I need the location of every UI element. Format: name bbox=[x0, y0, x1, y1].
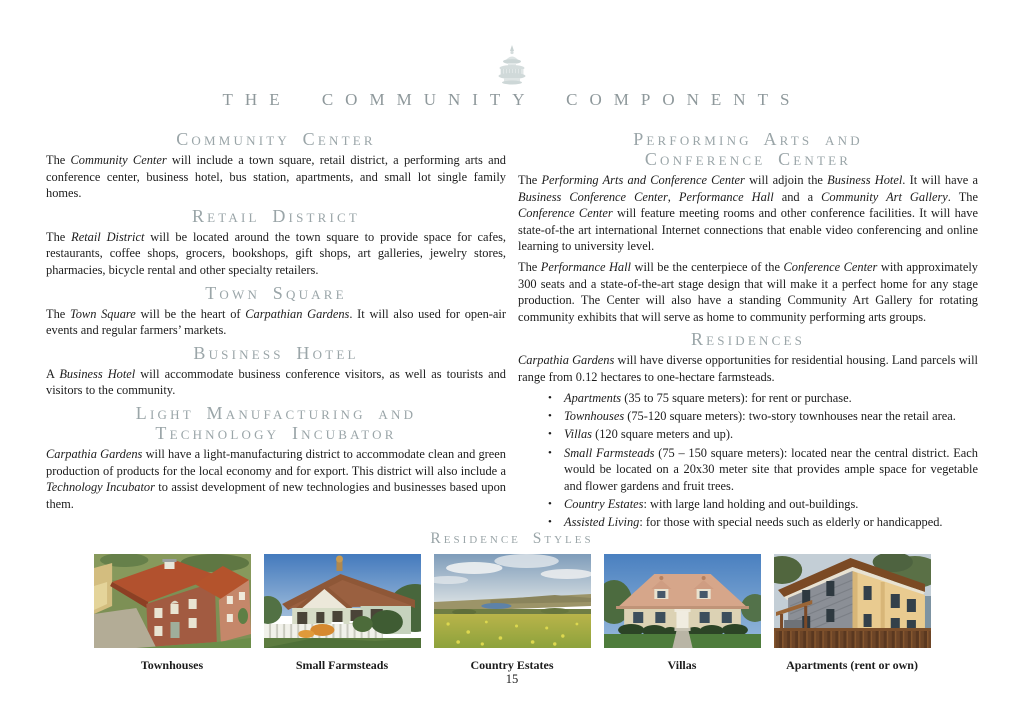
heading-line: Retail District bbox=[191, 205, 361, 226]
residence-options-list bbox=[544, 390, 978, 531]
section-retail-district bbox=[46, 206, 506, 279]
heading-performing-arts bbox=[518, 129, 978, 169]
residence-option-country-estates: • Country Estates: with large land holding and out-buildings. bbox=[544, 496, 978, 512]
content-columns bbox=[46, 126, 978, 533]
residence-option-apartments: • Apartments (35 to 75 square meters): for rent or purchase. bbox=[544, 390, 978, 406]
photo-caption: Townhouses bbox=[140, 658, 204, 672]
residence-option-small-farmsteads: • Small Farmsteads (75 – 150 square meters): located near the central district. Each would be located on a 20x30 meter site that provides ample space for vegetable and flower gardens and fruit trees. bbox=[544, 445, 978, 494]
section-residences bbox=[518, 329, 978, 530]
section-performing-arts bbox=[518, 129, 978, 325]
photo-caption: Villas bbox=[667, 658, 697, 672]
paragraph-performing-arts-2: The Performance Hall will be the centerpiece of the Conference Center with approximately 300 seats and a state-of-the-art stage design that will make it a perfect home for any stage production. The Center will also have a standing Community Art Gallery for rotating community exhibits that will serve as home to community performing arts groups. bbox=[518, 259, 978, 324]
residence-photo-small-farmsteads bbox=[264, 554, 421, 673]
heading-line: Town Square bbox=[205, 282, 347, 303]
residence-option-townhouses: • Townhouses (75-120 square meters): two-story townhouses near the retail area. bbox=[544, 408, 978, 424]
left-column bbox=[46, 126, 506, 533]
residence-photo-apartments bbox=[774, 554, 931, 673]
heading-residences bbox=[518, 329, 978, 349]
paragraph-community-center: The Community Center will include a town square, retail district, a performing arts and conference center, business hotel, bus station, apartments, and small lot single family homes. bbox=[46, 153, 506, 201]
residence-photo-country-estates bbox=[434, 554, 591, 673]
heading-line: Community Center bbox=[176, 129, 376, 149]
section-business-hotel bbox=[46, 343, 506, 399]
paragraph-retail-district: The Retail District will be located around the town square to provide space for cafes, restaurants, coffee shops, grocers, bookshops, gift shops, art galleries, jewelry stores, pharmacies, bicycle rental and other specialty retailers. bbox=[46, 229, 506, 277]
section-town-square bbox=[46, 283, 506, 339]
photo-caption: Small Farmsteads bbox=[295, 658, 389, 672]
country-estates-photo bbox=[434, 554, 591, 648]
page-number: 15 bbox=[505, 672, 519, 686]
heading-line: Residences bbox=[690, 329, 806, 350]
paragraph-town-square: The Town Square will be the heart of Carpathian Gardens. It will also used for open-air events and regular farmers’ markets. bbox=[46, 306, 506, 338]
section-light-manufacturing bbox=[46, 403, 506, 512]
residence-photo-townhouses bbox=[94, 554, 251, 673]
residence-option-assisted-living: • Assisted Living: for those with special needs such as elderly or handicapped. bbox=[544, 514, 978, 530]
heading-line: Conference Center bbox=[644, 149, 852, 169]
section-community-center bbox=[46, 129, 506, 202]
heading-business-hotel bbox=[46, 343, 506, 363]
paragraph-performing-arts-1: The Performing Arts and Conference Center will adjoin the Business Hotel. It will have a Business Conference Center, Performance Hall and a Community Art Gallery. The Conference Center will feature meeting rooms and other conference facilities. It will have state-of-the art international Internet connections that enable video conferencing and online learning to university level. bbox=[518, 173, 978, 254]
villas-photo bbox=[604, 554, 761, 648]
page-title: THE COMMUNITY COMPONENTS bbox=[222, 90, 802, 109]
heading-line: Performing Arts and bbox=[633, 129, 863, 149]
residence-option-villas: • Villas (120 square meters and up). bbox=[544, 426, 978, 442]
right-column bbox=[518, 126, 978, 533]
photo-caption: Country Estates bbox=[470, 658, 554, 672]
heading-town-square bbox=[46, 283, 506, 303]
garden-pavilion-icon bbox=[495, 44, 529, 91]
paragraph-business-hotel: A Business Hotel will accommodate business conference visitors, as well as tourists and visitors to the community. bbox=[46, 366, 506, 398]
heading-line: Light Manufacturing and bbox=[135, 402, 417, 423]
apartments-photo bbox=[774, 554, 931, 648]
photo-row bbox=[0, 554, 1024, 673]
paragraph-residences: Carpathia Gardens will have diverse opportunities for residential housing. Land parcels will range from 0.12 hectares to one-hectare farmsteads. bbox=[518, 353, 978, 384]
heading-light-manufacturing bbox=[46, 403, 506, 443]
heading-residence-styles: Residence Styles bbox=[430, 530, 594, 547]
heading-line: Technology Incubator bbox=[155, 422, 397, 443]
heading-retail-district bbox=[46, 206, 506, 226]
photo-caption: Apartments (rent or own) bbox=[786, 658, 918, 672]
small-farmsteads-photo bbox=[264, 554, 421, 648]
heading-line: Business Hotel bbox=[193, 342, 359, 363]
paragraph-light-manufacturing: Carpathia Gardens will have a light-manufacturing district to accommodate clean and green production of products for the local economy and for export. This district will also include a Technology Incubator to assist development of new technologies and businesses based upon them. bbox=[46, 446, 507, 511]
residence-photo-villas bbox=[604, 554, 761, 673]
heading-community-center bbox=[46, 129, 506, 149]
residence-styles-section bbox=[0, 530, 1024, 673]
townhouses-photo bbox=[94, 554, 251, 648]
